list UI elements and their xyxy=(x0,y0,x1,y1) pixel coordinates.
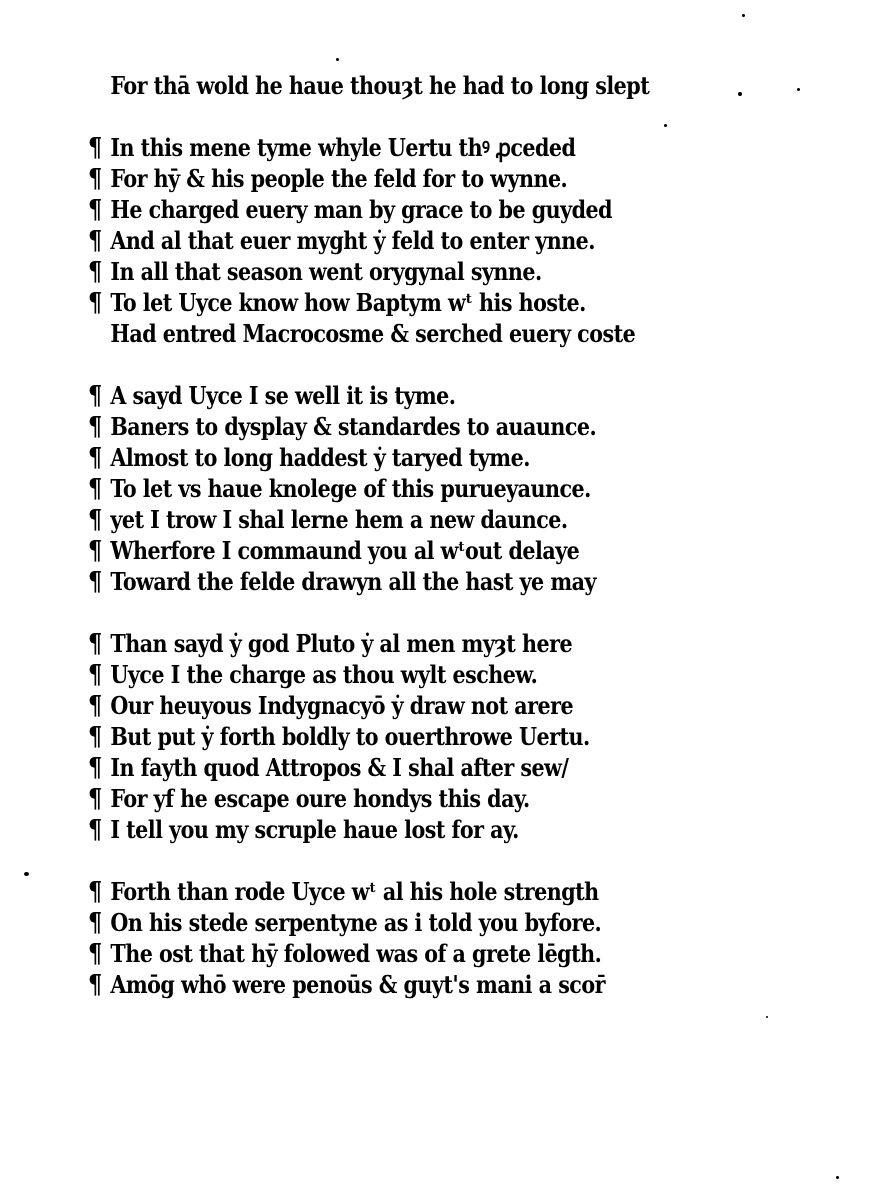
verse-line xyxy=(88,163,595,194)
pilcrow-mark: ¶ xyxy=(88,815,102,845)
scan-speck xyxy=(24,872,29,876)
verse-line xyxy=(88,659,595,690)
scan-speck xyxy=(766,1016,768,1018)
pilcrow-mark: ¶ xyxy=(88,164,102,194)
line-text: Toward the felde drawyn all the hast ye may xyxy=(110,567,596,596)
stanza-gap xyxy=(88,597,678,628)
line-text: Had entred Macrocosme & serched euery coste xyxy=(110,319,636,348)
line-text: Our heuyous Indygnacyō ẏ draw not arere xyxy=(110,691,574,720)
verse-line xyxy=(88,752,595,783)
pilcrow-mark: ¶ xyxy=(88,970,102,1000)
pilcrow-mark: ¶ xyxy=(88,381,102,411)
scan-speck xyxy=(836,1176,839,1179)
pilcrow-mark: ¶ xyxy=(88,412,102,442)
stanza-gap xyxy=(88,845,678,876)
line-text: The ost that hȳ folowed was of a grete lēgth. xyxy=(110,939,602,968)
pilcrow-mark: ¶ xyxy=(88,288,102,318)
verse-line xyxy=(88,907,602,938)
pilcrow-mark: ¶ xyxy=(88,443,102,473)
scan-speck xyxy=(742,14,745,17)
verse-line xyxy=(88,628,595,659)
line-text: And al that euer myght ẏ feld to enter ynne. xyxy=(110,226,595,255)
pilcrow-mark: ¶ xyxy=(88,133,102,163)
pilcrow-mark: ¶ xyxy=(88,939,102,969)
verse-line xyxy=(88,225,595,256)
line-text: Amōg whō were penoūs & guyt's mani a scor̄ xyxy=(110,970,605,999)
verse-line xyxy=(88,504,595,535)
pilcrow-mark: ¶ xyxy=(88,505,102,535)
line-text: He charged euery man by grace to be guyded xyxy=(110,195,613,224)
pilcrow-mark: ¶ xyxy=(88,567,102,597)
verse-text xyxy=(88,70,678,1000)
verse-line xyxy=(88,535,595,566)
verse-line xyxy=(88,256,595,287)
line-text: In this mene tyme whyle Uertu thꝰ ꝓceded xyxy=(110,133,576,162)
line-text: To let vs haue knolege of this purueyaunce. xyxy=(110,474,591,503)
line-text: Almost to long haddest ẏ taryed tyme. xyxy=(110,443,530,472)
verse-line xyxy=(88,194,613,225)
verse-line xyxy=(88,876,599,907)
pilcrow-mark: ¶ xyxy=(88,784,102,814)
verse-line xyxy=(88,70,650,101)
pilcrow-mark: ¶ xyxy=(88,691,102,721)
scan-speck xyxy=(797,88,800,91)
line-text: For hȳ & his people the feld for to wynne. xyxy=(110,164,568,193)
verse-line xyxy=(88,814,595,845)
pilcrow-mark: ¶ xyxy=(88,722,102,752)
pilcrow-mark: ¶ xyxy=(88,629,102,659)
line-text: Baners to dysplay & standardes to auaunce. xyxy=(110,412,597,441)
pilcrow-mark: ¶ xyxy=(88,474,102,504)
pilcrow-mark: ¶ xyxy=(88,908,102,938)
line-text: For yf he escape oure hondys this day. xyxy=(110,784,530,813)
stanza-gap xyxy=(88,101,678,132)
line-text: For thā wold he haue thouȝt he had to long slept xyxy=(110,71,650,100)
line-text: In fayth quod Attropos & I shal after sew/ xyxy=(110,753,569,782)
verse-line xyxy=(88,473,595,504)
line-text: Than sayd ẏ god Pluto ẏ al men myȝt here xyxy=(110,629,573,658)
verse-line xyxy=(88,938,602,969)
pilcrow-mark: ¶ xyxy=(88,877,102,907)
verse-line xyxy=(88,969,605,1000)
verse-line xyxy=(88,721,595,752)
verse-line xyxy=(88,380,595,411)
line-text: I tell you my scruple haue lost for ay. xyxy=(110,815,519,844)
line-text: Wherfore I commaund you al wᵗout delaye xyxy=(110,536,580,565)
line-text: yet I trow I shal lerne hem a new daunce. xyxy=(110,505,568,534)
verse-line xyxy=(88,132,595,163)
line-text: Forth than rode Uyce wᵗ al his hole strength xyxy=(110,877,599,906)
pilcrow-mark: ¶ xyxy=(88,226,102,256)
line-text: A sayd Uyce I se well it is tyme. xyxy=(110,381,456,410)
verse-line xyxy=(88,318,636,349)
verse-line xyxy=(88,442,595,473)
verse-line xyxy=(88,690,595,721)
line-text: Uyce I the charge as thou wylt eschew. xyxy=(110,660,538,689)
verse-line xyxy=(88,566,595,597)
line-text: To let Uyce know how Baptym wᵗ his hoste. xyxy=(110,288,586,317)
verse-line xyxy=(88,411,595,442)
verse-line xyxy=(88,783,595,814)
scan-speck xyxy=(336,58,339,61)
scan-speck xyxy=(738,92,742,96)
verse-line xyxy=(88,287,595,318)
line-text: In all that season went orygynal synne. xyxy=(110,257,542,286)
pilcrow-mark: ¶ xyxy=(88,536,102,566)
line-text: On his stede serpentyne as i told you byfore. xyxy=(110,908,602,937)
pilcrow-mark: ¶ xyxy=(88,753,102,783)
pilcrow-mark: ¶ xyxy=(88,660,102,690)
stanza-gap xyxy=(88,349,678,380)
pilcrow-mark: ¶ xyxy=(88,195,102,225)
line-text: But put ẏ forth boldly to ouerthrowe Uertu. xyxy=(110,722,590,751)
pilcrow-mark: ¶ xyxy=(88,257,102,287)
scan-speck xyxy=(664,124,667,127)
